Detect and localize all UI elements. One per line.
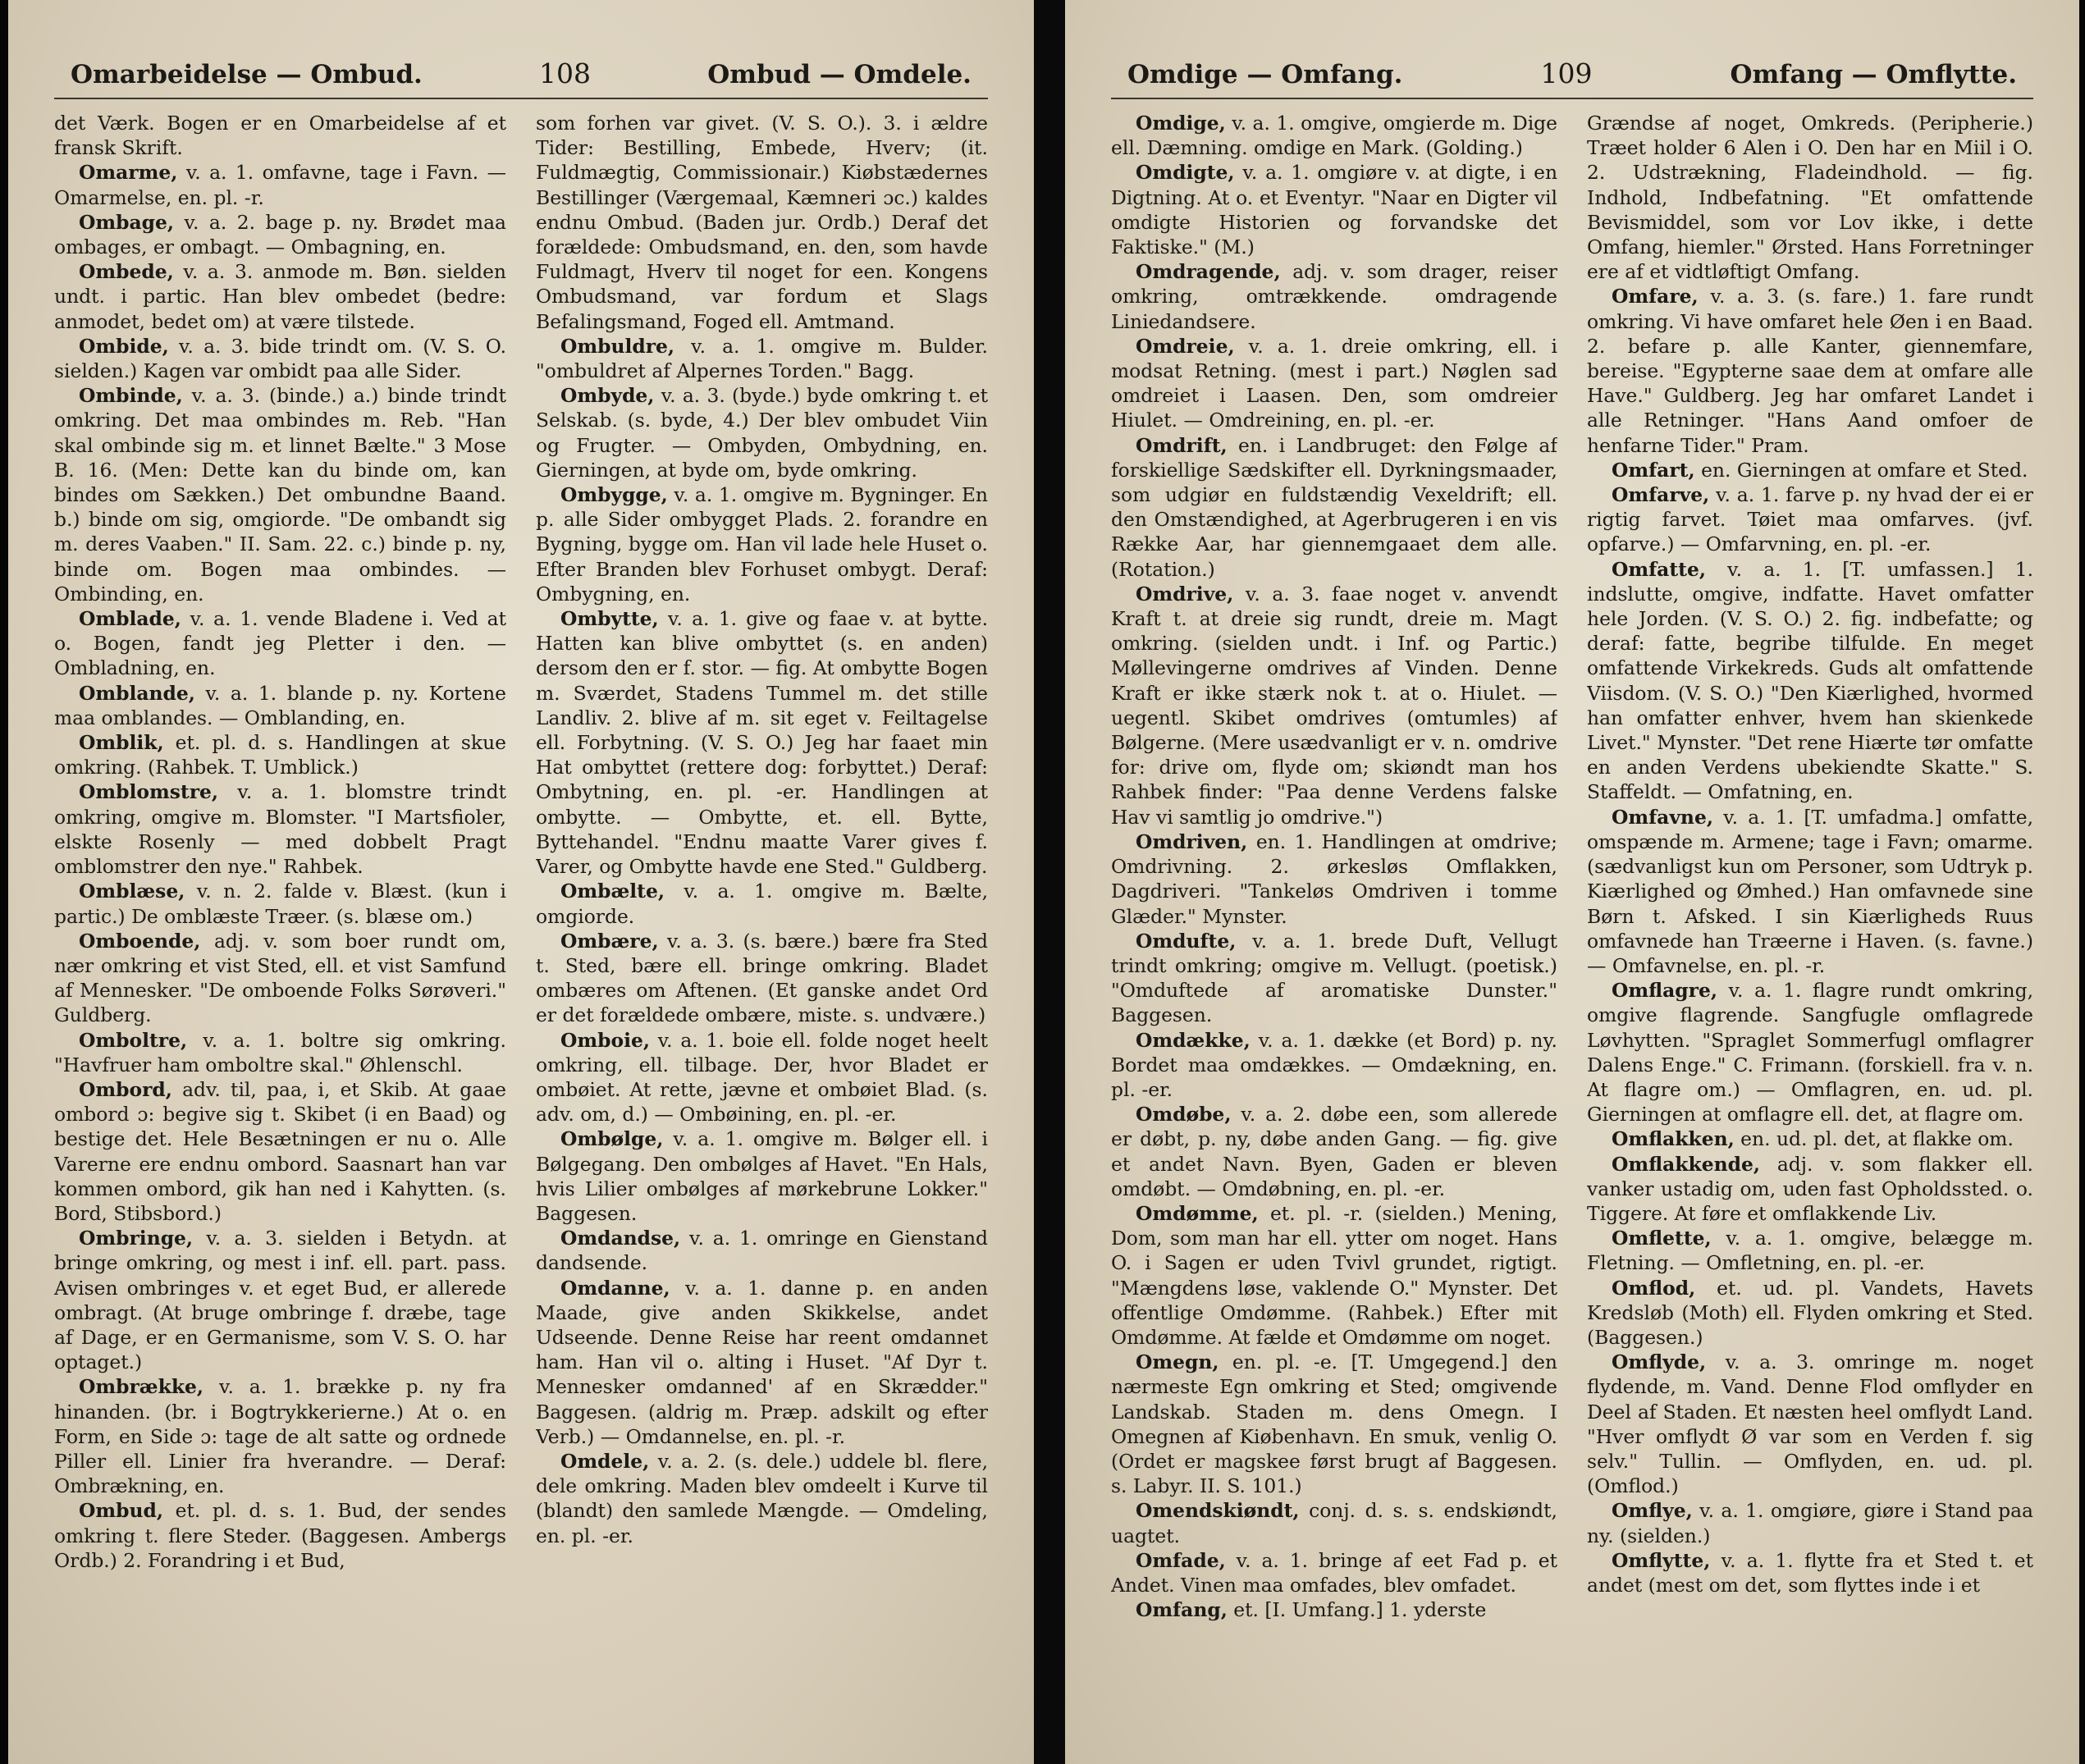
entry-headword: Omdele, (560, 1449, 650, 1473)
dictionary-entry (536, 1028, 988, 1127)
entry-text: som forhen var givet. (V. S. O.). 3. i ældre Tider: Bestilling, Embede, Hverv; (it. Fuldmægtig, Commissionair.) Kiøbstædernes Bestillinger (Værgemaal, Kæmneri ɔc.) kaldes endnu Ombud. (Baden jur. Ordb.) Deraf det forældede: Ombudsmand, en. den, som havde Fuldmagt, Hverv til noget for een. Kongens Ombudsmand, var fordum et Slags Befalingsmand, Foged ell. Amtmand. (536, 112, 988, 333)
dictionary-entry (54, 383, 506, 606)
right-page (1065, 0, 2079, 1764)
entry-text: v. a. 1. dække (et Bord) p. ny. Bordet maa omdækkes. — Omdækning, en. pl. -er. (1111, 1028, 1557, 1101)
entry-text: v. a. 1. give og faae v. at bytte. Hatten kan blive ombyttet (s. en anden) dersom den er f. stor. — fig. At ombytte Bogen m. Sværdet, Stadens Tummel m. det stille Landliv. 2. blive af m. sit eget v. Feiltagelse ell. Forbytning. (V. S. O.) Jeg har faaet min Hat ombyttet (rettere dog: forbyttet.) Deraf: Ombytning, en. pl. -er. Handlingen at ombytte. — Ombytte, et. ell. Bytte, Byttehandel. "Endnu maatte Varer gives f. Varer, og Ombytte havde ene Sted." Guldberg. (536, 607, 988, 879)
entry-text: v. a. 2. bage p. ny. Brødet maa ombages, er ombagt. — Ombagning, en. (54, 210, 506, 259)
entry-headword: Omflakkende, (1612, 1152, 1760, 1176)
left-page (8, 0, 1034, 1764)
entry-headword: Omdandse, (560, 1227, 681, 1250)
entry-headword: Omflytte, (1612, 1548, 1711, 1572)
entry-headword: Omboende, (79, 929, 201, 953)
entry-headword: Omendskiøndt, (1136, 1499, 1300, 1523)
entry-headword: Omarme, (79, 161, 178, 185)
dictionary-entry (1587, 1126, 2033, 1151)
entry-headword: Ombælte, (560, 880, 665, 903)
entry-text: v. a. 3. anmode m. Bøn. sielden undt. i partic. Han blev ombedet (bedre: anmodet, bedet om) at være tilstede. (54, 260, 506, 333)
left-page-column-2 (536, 111, 988, 1735)
dictionary-entry (1587, 1226, 2033, 1275)
entry-headword: Omflye, (1612, 1499, 1693, 1523)
dictionary-entry (1587, 284, 2033, 457)
dictionary-entry (54, 1226, 506, 1374)
dictionary-entry (1111, 1028, 1557, 1103)
dictionary-entry (1111, 1201, 1557, 1350)
columns (54, 111, 988, 1735)
dictionary-entry (54, 929, 506, 1028)
entry-text: adj. v. som drager, reiser omkring, omtrækkende. omdragende Liniedandsere. (1111, 260, 1557, 333)
entry-headword: Omfart, (1612, 458, 1695, 482)
dictionary-entry (54, 111, 506, 160)
dictionary-entry (54, 1498, 506, 1573)
entry-headword: Ombage, (79, 210, 175, 234)
entry-headword: Omfang, (1136, 1598, 1228, 1622)
entry-headword: Ombytte, (560, 607, 659, 631)
dictionary-entry (54, 779, 506, 879)
dictionary-entry (1587, 1498, 2033, 1547)
entry-text: v. a. 1. brække p. ny fra hinanden. (br. i Bogtrykkerierne.) At o. en Form, en Side ɔ: tage de alt satte og ordnede Piller ell. Linier fra hverandre. — Deraf: Ombrækning, en. (54, 1375, 506, 1498)
dictionary-entry (1587, 1276, 2033, 1350)
entry-headword: Omfavne, (1612, 805, 1713, 829)
entry-text: v. a. 2. (s. dele.) uddele bl. flere, dele omkring. Maden blev omdeelt i Kurve til (blandt) den samlede Mængde. — Omdeling, en. pl. -er. (536, 1449, 988, 1547)
entry-text: det Værk. Bogen er en Omarbeidelse af et fransk Skrift. (54, 112, 506, 160)
entry-text: v. a. 3. (byde.) byde omkring t. et Selskab. (s. byde, 4.) Der blev ombudet Viin og Frugter. — Ombyden, Ombydning, en. Gierningen, at byde om, byde omkring. (536, 384, 988, 482)
entry-headword: Omfatte, (1612, 557, 1706, 581)
entry-text: v. a. 1. [T. umfassen.] 1. indslutte, omgive, indfatte. Havet omfatter hele Jorden. (V. S. O.) 2. fig. indbefatte; og deraf: fatte, begribe tilfulde. En meget omfattende Virkekreds. Guds alt omfattende Viisdom. (V. S. O.) "Den Kiærlighed, hvormed han omfatter enhver, hvem han skienkede Livet." Mynster. "Det rene Hiærte tør omfatte en anden Verdens ubekiendte Skatte." S. Staffeldt. — Omfatning, en. (1587, 557, 2033, 804)
entry-text: adj. v. som flakker ell. vanker ustadig om, uden fast Opholdssted. o. Tiggere. At føre et omflakkende Liv. (1587, 1152, 2033, 1225)
entry-text: v. a. 1. brede Duft, Vellugt trindt omkring; omgive m. Vellugt. (poetisk.) "Omduftede af aromatiske Dunster." Baggesen. (1111, 929, 1557, 1027)
dictionary-entry (536, 1449, 988, 1548)
dictionary-entry (54, 259, 506, 334)
head-left: Omarbeidelse — Ombud. (71, 60, 423, 89)
left-page-column-1 (54, 111, 506, 1735)
entry-headword: Ombinde, (79, 384, 183, 408)
entry-text: v. a. 3. bide trindt om. (V. S. O. sielden.) Kagen var ombidt paa alle Sider. (54, 334, 506, 383)
dictionary-entry (1111, 1102, 1557, 1201)
entry-text: v. a. 1. danne p. en anden Maade, give anden Skikkelse, andet Udseende. Denne Reise har reent omdannet ham. Han vil o. alting i Huset. "Af Dyr t. Mennesker omdanned' af en Skrædder." Baggesen. (aldrig m. Præp. adskilt og efter Verb.) — Omdannelse, en. pl. -r. (536, 1276, 988, 1448)
entry-text: v. a. 1. farve p. ny hvad der ei er rigtig farvet. Tøiet maa omfarves. (jvf. opfarve.) — Omfarvning, en. pl. -er. (1587, 483, 2033, 556)
entry-text: v. a. 1. omgive m. Bølger ell. i Bølgegang. Den ombølges af Havet. "En Hals, hvis Lilier ombølges af mørkebrune Lokker." Baggesen. (536, 1127, 988, 1225)
entry-text: v. a. 1. blande p. ny. Kortene maa omblandes. — Omblanding, en. (54, 681, 506, 729)
entry-text: v. a. 1. omgiøre v. at digte, i en Digtning. At o. et Eventyr. "Naar en Digter vil omdigte Historien og forvandske det Faktiske." (M.) (1111, 161, 1557, 259)
entry-headword: Omdreie, (1136, 334, 1235, 358)
dictionary-entry (536, 383, 988, 482)
book-gutter (1034, 0, 1065, 1764)
entry-headword: Omfare, (1612, 285, 1699, 308)
dictionary-entry (536, 606, 988, 879)
entry-headword: Ombølge, (560, 1127, 664, 1151)
entry-text: en. Gierningen at omfare et Sted. (1701, 458, 2028, 482)
head-right: Omfang — Omflytte. (1730, 60, 2017, 89)
dictionary-entry (536, 111, 988, 334)
entry-headword: Omdige, (1136, 112, 1226, 135)
entry-headword: Omdrive, (1136, 582, 1234, 606)
entry-text: et. pl. d. s. 1. Bud, der sendes omkring t. flere Steder. (Baggesen. Ambergs Ordb.) 2. Forandring i et Bud, (54, 1499, 506, 1572)
entry-text: adj. v. som boer rundt om, nær omkring et vist Sted, ell. et vist Samfund af Mennesker. "De omboende Folks Sørøveri." Guldberg. (54, 929, 506, 1027)
entry-text: v. a. 3. (s. bære.) bære fra Sted t. Sted, bære ell. bringe omkring. Bladet ombæres om Aftenen. (Et ganske andet Ord er det forældede ombære, miste. s. undvære.) (536, 929, 988, 1027)
dictionary-entry (536, 1226, 988, 1275)
entry-text: v. n. 2. falde v. Blæst. (kun i partic.) De omblæste Træer. (s. blæse om.) (54, 880, 506, 928)
entry-headword: Omflod, (1612, 1276, 1696, 1300)
entry-text: v. a. 1. omgiøre, giøre i Stand paa ny. (sielden.) (1587, 1499, 2033, 1547)
entry-headword: Omdragende, (1136, 260, 1281, 284)
dictionary-entry (1111, 111, 1557, 160)
entry-text: en. 1. Handlingen at omdrive; Omdrivning. 2. ørkesløs Omflakken, Dagdriveri. "Tankeløs Omdriven i tomme Glæder." Mynster. (1111, 829, 1557, 928)
entry-headword: Omblande, (79, 681, 195, 705)
entry-headword: Ombringe, (79, 1227, 194, 1250)
dictionary-entry (536, 482, 988, 606)
dictionary-entry (1111, 929, 1557, 1028)
entry-headword: Omegn, (1136, 1350, 1219, 1374)
entry-text: v. a. 1. dreie omkring, ell. i modsat Retning. (mest i part.) Nøglen sad omdreiet i Laasen. Den, som omdreier Hiulet. — Omdreining, en. pl. -er. (1111, 334, 1557, 432)
dictionary-entry (1111, 433, 1557, 582)
right-page-column-2 (1587, 111, 2033, 1735)
entry-headword: Omdømme, (1136, 1201, 1259, 1225)
running-head-right-page (1111, 57, 2033, 99)
entry-headword: Omflakken, (1612, 1127, 1735, 1151)
head-right: Ombud — Omdele. (707, 60, 972, 89)
entry-text: v. a. 1. omfavne, tage i Favn. — Omarmelse, en. pl. -r. (54, 161, 506, 209)
dictionary-entry (1587, 1350, 2033, 1498)
entry-text: v. a. 3. omringe m. noget flydende, m. Vand. Denne Flod omflyder en Deel af Staden. Et næsten heel omflydt Land. "Hver omflydt Ø var som en Verden f. sig selv." Tullin. — Omflyden, en. ud. pl. (Omflod.) (1587, 1350, 2033, 1498)
dictionary-entry (1111, 334, 1557, 433)
entry-text: v. a. 1. omgive, belægge m. Fletning. — Omfletning, en. pl. -er. (1587, 1227, 2033, 1275)
dictionary-entry (1587, 482, 2033, 557)
entry-text: v. a. 1. omgive m. Bulder. "ombuldret af Alpernes Torden." Bagg. (536, 334, 988, 383)
entry-text: conj. d. s. s. endskiøndt, uagtet. (1111, 1499, 1557, 1547)
entry-headword: Ombære, (560, 929, 659, 953)
entry-text: et. pl. -r. (sielden.) Mening, Dom, som man har ell. ytter om noget. Hans O. i Sagen er uden Tvivl grundet, rigtigt. "Mængdens løse, vaklende O." Mynster. Det offentlige Omdømme. (Rahbek.) Efter mit Omdømme. At fælde et Omdømme om noget. (1111, 1201, 1557, 1349)
entry-text: v. a. 1. omgive m. Bælte, omgiorde. (536, 880, 988, 928)
entry-text: v. a. 3. faae noget v. anvendt Kraft t. at dreie sig rundt, dreie m. Magt omkring. (sielden undt. i Inf. og Partic.) Møllevingerne omdrives af Vinden. Denne Kraft er ikke stærk nok t. at o. Hiulet. — uegentl. Skibet omdrives (omtumles) af Bølgerne. (Mere usædvanligt er v. n. omdrive for: drive om, flyde om; skiøndt man hos Rahbek finder: "Paa denne Verdens falske Hav vi samtlig jo omdrive.") (1111, 582, 1557, 829)
entry-text: v. a. 1. omgive m. Bygninger. En p. alle Sider ombygget Plads. 2. forandre en Bygning, bygge om. Han vil lade hele Huset o. Efter Branden blev Forhuset ombygt. Deraf: Ombygning, en. (536, 483, 988, 606)
entry-headword: Omblade, (79, 607, 181, 631)
dictionary-entry (54, 730, 506, 779)
entry-text: v. a. 1. flytte fra et Sted t. et andet (mest om det, som flyttes inde i et (1587, 1548, 2033, 1597)
entry-text: v. a. 1. omgive, omgierde m. Dige ell. Dæmning. omdige en Mark. (Golding.) (1111, 112, 1557, 160)
entry-headword: Omdufte, (1136, 929, 1237, 953)
entry-text: v. a. 1. bringe af eet Fad p. et Andet. Vinen maa omfades, blev omfadet. (1111, 1548, 1557, 1597)
entry-text: en. ud. pl. det, at flakke om. (1740, 1127, 2014, 1151)
dictionary-entry (54, 879, 506, 928)
dictionary-entry (1111, 160, 1557, 259)
dictionary-entry (536, 929, 988, 1028)
dictionary-entry (1111, 582, 1557, 829)
dictionary-entry (1111, 829, 1557, 929)
entry-headword: Ombide, (79, 334, 169, 358)
dictionary-entry (1111, 259, 1557, 334)
entry-text: v. a. 1. blomstre trindt omkring, omgive m. Blomster. "I Martsfioler, elskte Rosenly — med dobbelt Pragt omblomstrer den nye." Rahbek. (54, 780, 506, 879)
dictionary-entry (1111, 1597, 1557, 1622)
entry-headword: Omboltre, (79, 1028, 188, 1052)
dictionary-entry (536, 1276, 988, 1449)
entry-text: v. a. 2. døbe een, som allerede er døbt, p. ny, døbe anden Gang. — fig. give et andet Navn. Byen, Gaden er bleven omdøbt. — Omdøbning, en. pl. -er. (1111, 1103, 1557, 1200)
entry-headword: Ombord, (79, 1077, 172, 1101)
entry-text: v. a. 3. (s. fare.) 1. fare rundt omkring. Vi have omfaret hele Øen i en Baad. 2. befare p. alle Kanter, giennemfare, bereise. "Egypterne saae dem at omfare alle Have." Guldberg. Jeg har omfaret Landet i alle Retninger. "Hans Aand omfoer de henfarne Tider." Pram. (1587, 285, 2033, 457)
right-page-column-1 (1111, 111, 1557, 1735)
dictionary-entry (54, 160, 506, 209)
entry-headword: Ombede, (79, 260, 174, 284)
dictionary-entry (1587, 557, 2033, 805)
entry-text: et. pl. d. s. Handlingen at skue omkring. (Rahbek. T. Umblick.) (54, 731, 506, 779)
entry-headword: Ombyde, (560, 384, 655, 408)
entry-headword: Omfarve, (1612, 483, 1710, 507)
dictionary-entry (54, 681, 506, 730)
dictionary-entry (1587, 458, 2033, 482)
entry-text: v. a. 1. vende Bladene i. Ved at o. Bogen, fandt jeg Pletter i den. — Ombladning, en. (54, 607, 506, 680)
dictionary-entry (54, 210, 506, 259)
entry-headword: Omdigte, (1136, 161, 1235, 185)
dictionary-entry (1587, 1152, 2033, 1227)
entry-headword: Omdanne, (560, 1276, 670, 1300)
entry-headword: Omblik, (79, 731, 164, 755)
dictionary-entry (54, 606, 506, 681)
entry-headword: Ombygge, (560, 483, 668, 507)
dictionary-entry (1111, 1498, 1557, 1547)
dictionary-entry (1587, 111, 2033, 284)
dictionary-entry (1111, 1548, 1557, 1597)
entry-text: en. pl. -e. [T. Umgegend.] den nærmeste Egn omkring et Sted; omgivende Landskab. Staden m. dens Omegn. I Omegnen af Kiøbenhavn. En smuk, venlig O. (Ordet er magskee først brugt af Baggesen. s. Labyr. II. S. 101.) (1111, 1350, 1557, 1498)
entry-headword: Omflette, (1612, 1227, 1712, 1250)
entry-headword: Omblomstre, (79, 780, 219, 804)
dictionary-entry (54, 1077, 506, 1226)
entry-text: v. a. 1. [T. umfadma.] omfatte, omspænde m. Armene; tage i Favn; omarme. (sædvanligst kun om Personer, som Udtryk p. Kiærlighed og Ømhed.) Han omfavnede sine Børn t. Afsked. I sin Kiærligheds Ruus omfavnede han Træerne i Haven. (s. favne.) — Omfavnelse, en. pl. -r. (1587, 805, 2033, 977)
columns (1111, 111, 2033, 1735)
running-head-left-page (54, 57, 988, 99)
dictionary-entry (54, 334, 506, 383)
entry-text: v. a. 1. boie ell. folde noget heelt omkring, ell. tilbage. Der, hvor Bladet er ombøiet. At rette, jævne et ombøiet Blad. (s. adv. om, d.) — Ombøining, en. pl. -er. (536, 1028, 988, 1126)
entry-text: en. i Landbruget: den Følge af forskiellige Sædskifter ell. Dyrkningsmaader, som udgiør en fuldstændig Vexeldrift; ell. den Omstændighed, at Agerbrugeren i en vis Række Aar, har giennemgaaet dem alle. (Rotation.) (1111, 433, 1557, 581)
dictionary-entry (54, 1028, 506, 1077)
dictionary-entry (536, 334, 988, 383)
entry-text: v. a. 1. omringe en Gienstand dandsende. (536, 1227, 988, 1275)
entry-headword: Omfade, (1136, 1548, 1226, 1572)
dictionary-entry (1587, 978, 2033, 1126)
dictionary-entry (1111, 1350, 1557, 1498)
entry-headword: Omboie, (560, 1028, 650, 1052)
head-left: Omdige — Omfang. (1127, 60, 1403, 89)
entry-headword: Omdriven, (1136, 829, 1248, 853)
dictionary-entry (1587, 805, 2033, 978)
page-number: 109 (1540, 57, 1593, 89)
entry-headword: Omdække, (1136, 1028, 1251, 1052)
entry-text: Grændse af noget, Omkreds. (Peripherie.) Træet holder 6 Alen i O. Den har en Miil i O. 2. Udstrækning, Fladeindhold. — fig. Indhold, Indbefatning. "Et omfattende Bevismiddel, som vor Lov ikke, i dette Omfang, hiemler." Ørsted. Hans Forretninger ere af et vidtløftigt Omfang. (1587, 112, 2033, 284)
entry-headword: Ombrække, (79, 1375, 204, 1399)
entry-headword: Ombud, (79, 1499, 163, 1523)
entry-text: v. a. 1. boltre sig omkring. "Havfruer ham omboltre skal." Øhlenschl. (54, 1028, 506, 1076)
entry-headword: Omblæse, (79, 880, 185, 903)
entry-text: v. a. 3. (binde.) a.) binde trindt omkring. Det maa ombindes m. Reb. "Han skal ombinde sig m. et linnet Bælte." 3 Mose B. 16. (Men: Dette kan du binde om, kan bindes om Sækken.) Det ombundne Baand. b.) binde om sig, omgiorde. "De ombandt sig m. deres Vaaben." II. Sam. 22. c.) binde p. ny, binde om. Bogen maa ombindes. — Ombinding, en. (54, 384, 506, 606)
dictionary-entry (1587, 1548, 2033, 1597)
entry-headword: Omflyde, (1612, 1350, 1707, 1374)
dictionary-entry (54, 1374, 506, 1498)
dictionary-entry (536, 879, 988, 928)
entry-text: et. [I. Umfang.] 1. yderste (1233, 1598, 1487, 1622)
dictionary-entry (536, 1126, 988, 1226)
entry-text: adv. til, paa, i, et Skib. At gaae ombord ɔ: begive sig t. Skibet (i en Baad) og bestige det. Hele Besætningen er nu o. Alle Varerne ere endnu ombord. Saasnart han var kommen ombord, gik han ned i Kahytten. (s. Bord, Stibsbord.) (54, 1077, 506, 1225)
page-number: 108 (539, 57, 592, 89)
entry-text: v. a. 1. flagre rundt omkring, omgive flagrende. Sangfugle omflagrede Løvhytten. "Spraglet Sommerfugl omflagrer Dalens Enge." C. Frimann. (forskiell. fra v. n. At flagre om.) — Omflagren, en. ud. pl. Gierningen at omflagre ell. det, at flagre om. (1587, 979, 2033, 1126)
entry-headword: Ombuldre, (560, 334, 675, 358)
entry-text: v. a. 3. sielden i Betydn. at bringe omkring, og mest i inf. ell. part. pass. Avisen ombringes v. et eget Bud, er allerede ombragt. (At bruge ombringe f. dræbe, tage af Dage, er en Germanisme, som V. S. O. har optaget.) (54, 1227, 506, 1374)
entry-headword: Omdøbe, (1136, 1103, 1232, 1126)
entry-headword: Omflagre, (1612, 979, 1717, 1003)
entry-text: et. ud. pl. Vandets, Havets Kredsløb (Moth) ell. Flyden omkring et Sted. (Baggesen.) (1587, 1276, 2033, 1349)
entry-headword: Omdrift, (1136, 433, 1228, 457)
